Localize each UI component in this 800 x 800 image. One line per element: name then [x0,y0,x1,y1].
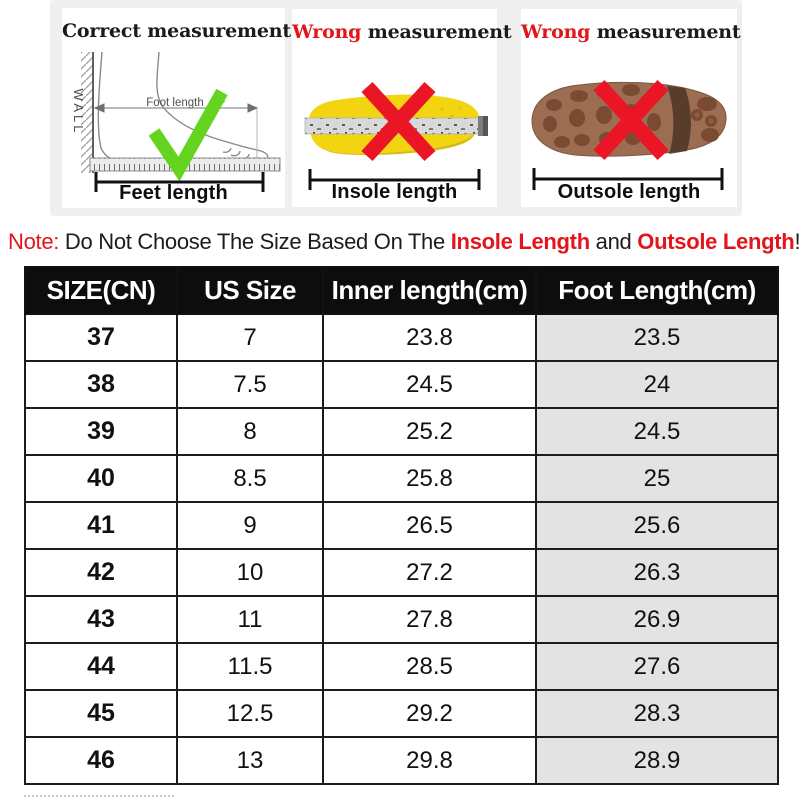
panel-correct-measurement [62,8,291,208]
table-cell: 42 [25,549,177,596]
panel-title-rest: measurement [140,20,291,42]
table-cell: 13 [177,737,323,784]
table-row [25,549,778,596]
feet-length-caption: Feet length [119,182,228,204]
size-note [8,223,798,261]
table-cell: 41 [25,502,177,549]
wall-label: WALL [71,88,86,136]
table-cell: 28.5 [323,643,536,690]
table-row [25,737,778,784]
note-highlight-insole: Insole Length [450,229,590,254]
table-cell: 25.6 [536,502,778,549]
table-row [25,455,778,502]
table-cell: 37 [25,314,177,361]
table-row [25,361,778,408]
table-cell: 8 [177,408,323,455]
table-cell: 38 [25,361,177,408]
dashed-artifact-line [24,795,174,797]
table-row [25,690,778,737]
table-cell: 8.5 [177,455,323,502]
table-cell: 45 [25,690,177,737]
table-cell: 28.9 [536,737,778,784]
table-cell: 29.2 [323,690,536,737]
table-cell: 46 [25,737,177,784]
table-row [25,596,778,643]
table-cell: 23.8 [323,314,536,361]
table-cell: 9 [177,502,323,549]
size-table-wrap [24,266,779,785]
table-cell: 24 [536,361,778,408]
table-cell: 40 [25,455,177,502]
table-cell: 24.5 [323,361,536,408]
panel-title-accent: Wrong [521,21,591,43]
note-suffix: ! [794,229,800,254]
panel-title-rest: measurement [361,21,512,43]
table-cell: 7 [177,314,323,361]
panel-title [521,21,741,43]
table-cell: 7.5 [177,361,323,408]
table-cell: 25.8 [323,455,536,502]
table-row [25,314,778,361]
table-cell: 27.6 [536,643,778,690]
table-cell: 27.2 [323,549,536,596]
measurement-guide-strip [50,0,742,216]
table-cell: 26.3 [536,549,778,596]
column-header-size-cn: SIZE(CN) [25,267,177,314]
panel-title-accent: Wrong [292,21,362,43]
table-cell: 25 [536,455,778,502]
table-cell: 24.5 [536,408,778,455]
panel-title [292,21,512,43]
outsole-length-caption: Outsole length [557,181,701,203]
panel-title [62,20,291,42]
table-cell: 10 [177,549,323,596]
table-cell: 27.8 [323,596,536,643]
panel-wrong-outsole [521,9,741,207]
panel-wrong-insole [292,9,512,207]
table-cell: 26.9 [536,596,778,643]
note-prefix: Note: [8,229,60,254]
table-cell: 28.3 [536,690,778,737]
table-row [25,643,778,690]
table-cell: 43 [25,596,177,643]
column-header-inner-length: Inner length(cm) [323,267,536,314]
note-body: Do Not Choose The Size Based On The [59,229,451,254]
size-table [24,266,779,785]
table-row [25,408,778,455]
panel-title-accent: Correct [62,20,141,42]
size-table-body [25,314,778,784]
table-header-row [25,267,778,314]
table-row [25,502,778,549]
table-cell: 23.5 [536,314,778,361]
foot-length-dimension [95,102,257,158]
table-cell: 11.5 [177,643,323,690]
column-header-foot-length: Foot Length(cm) [536,267,778,314]
note-body: and [589,229,638,254]
note-highlight-outsole: Outsole Length [637,229,795,254]
table-cell: 25.2 [323,408,536,455]
table-cell: 29.8 [323,737,536,784]
table-cell: 12.5 [177,690,323,737]
foot-length-label: Foot length [146,97,204,109]
table-cell: 26.5 [323,502,536,549]
panel-title-rest: measurement [590,21,741,43]
table-cell: 44 [25,643,177,690]
table-cell: 39 [25,408,177,455]
insole-length-caption: Insole length [331,181,458,203]
column-header-us-size: US Size [177,267,323,314]
table-cell: 11 [177,596,323,643]
